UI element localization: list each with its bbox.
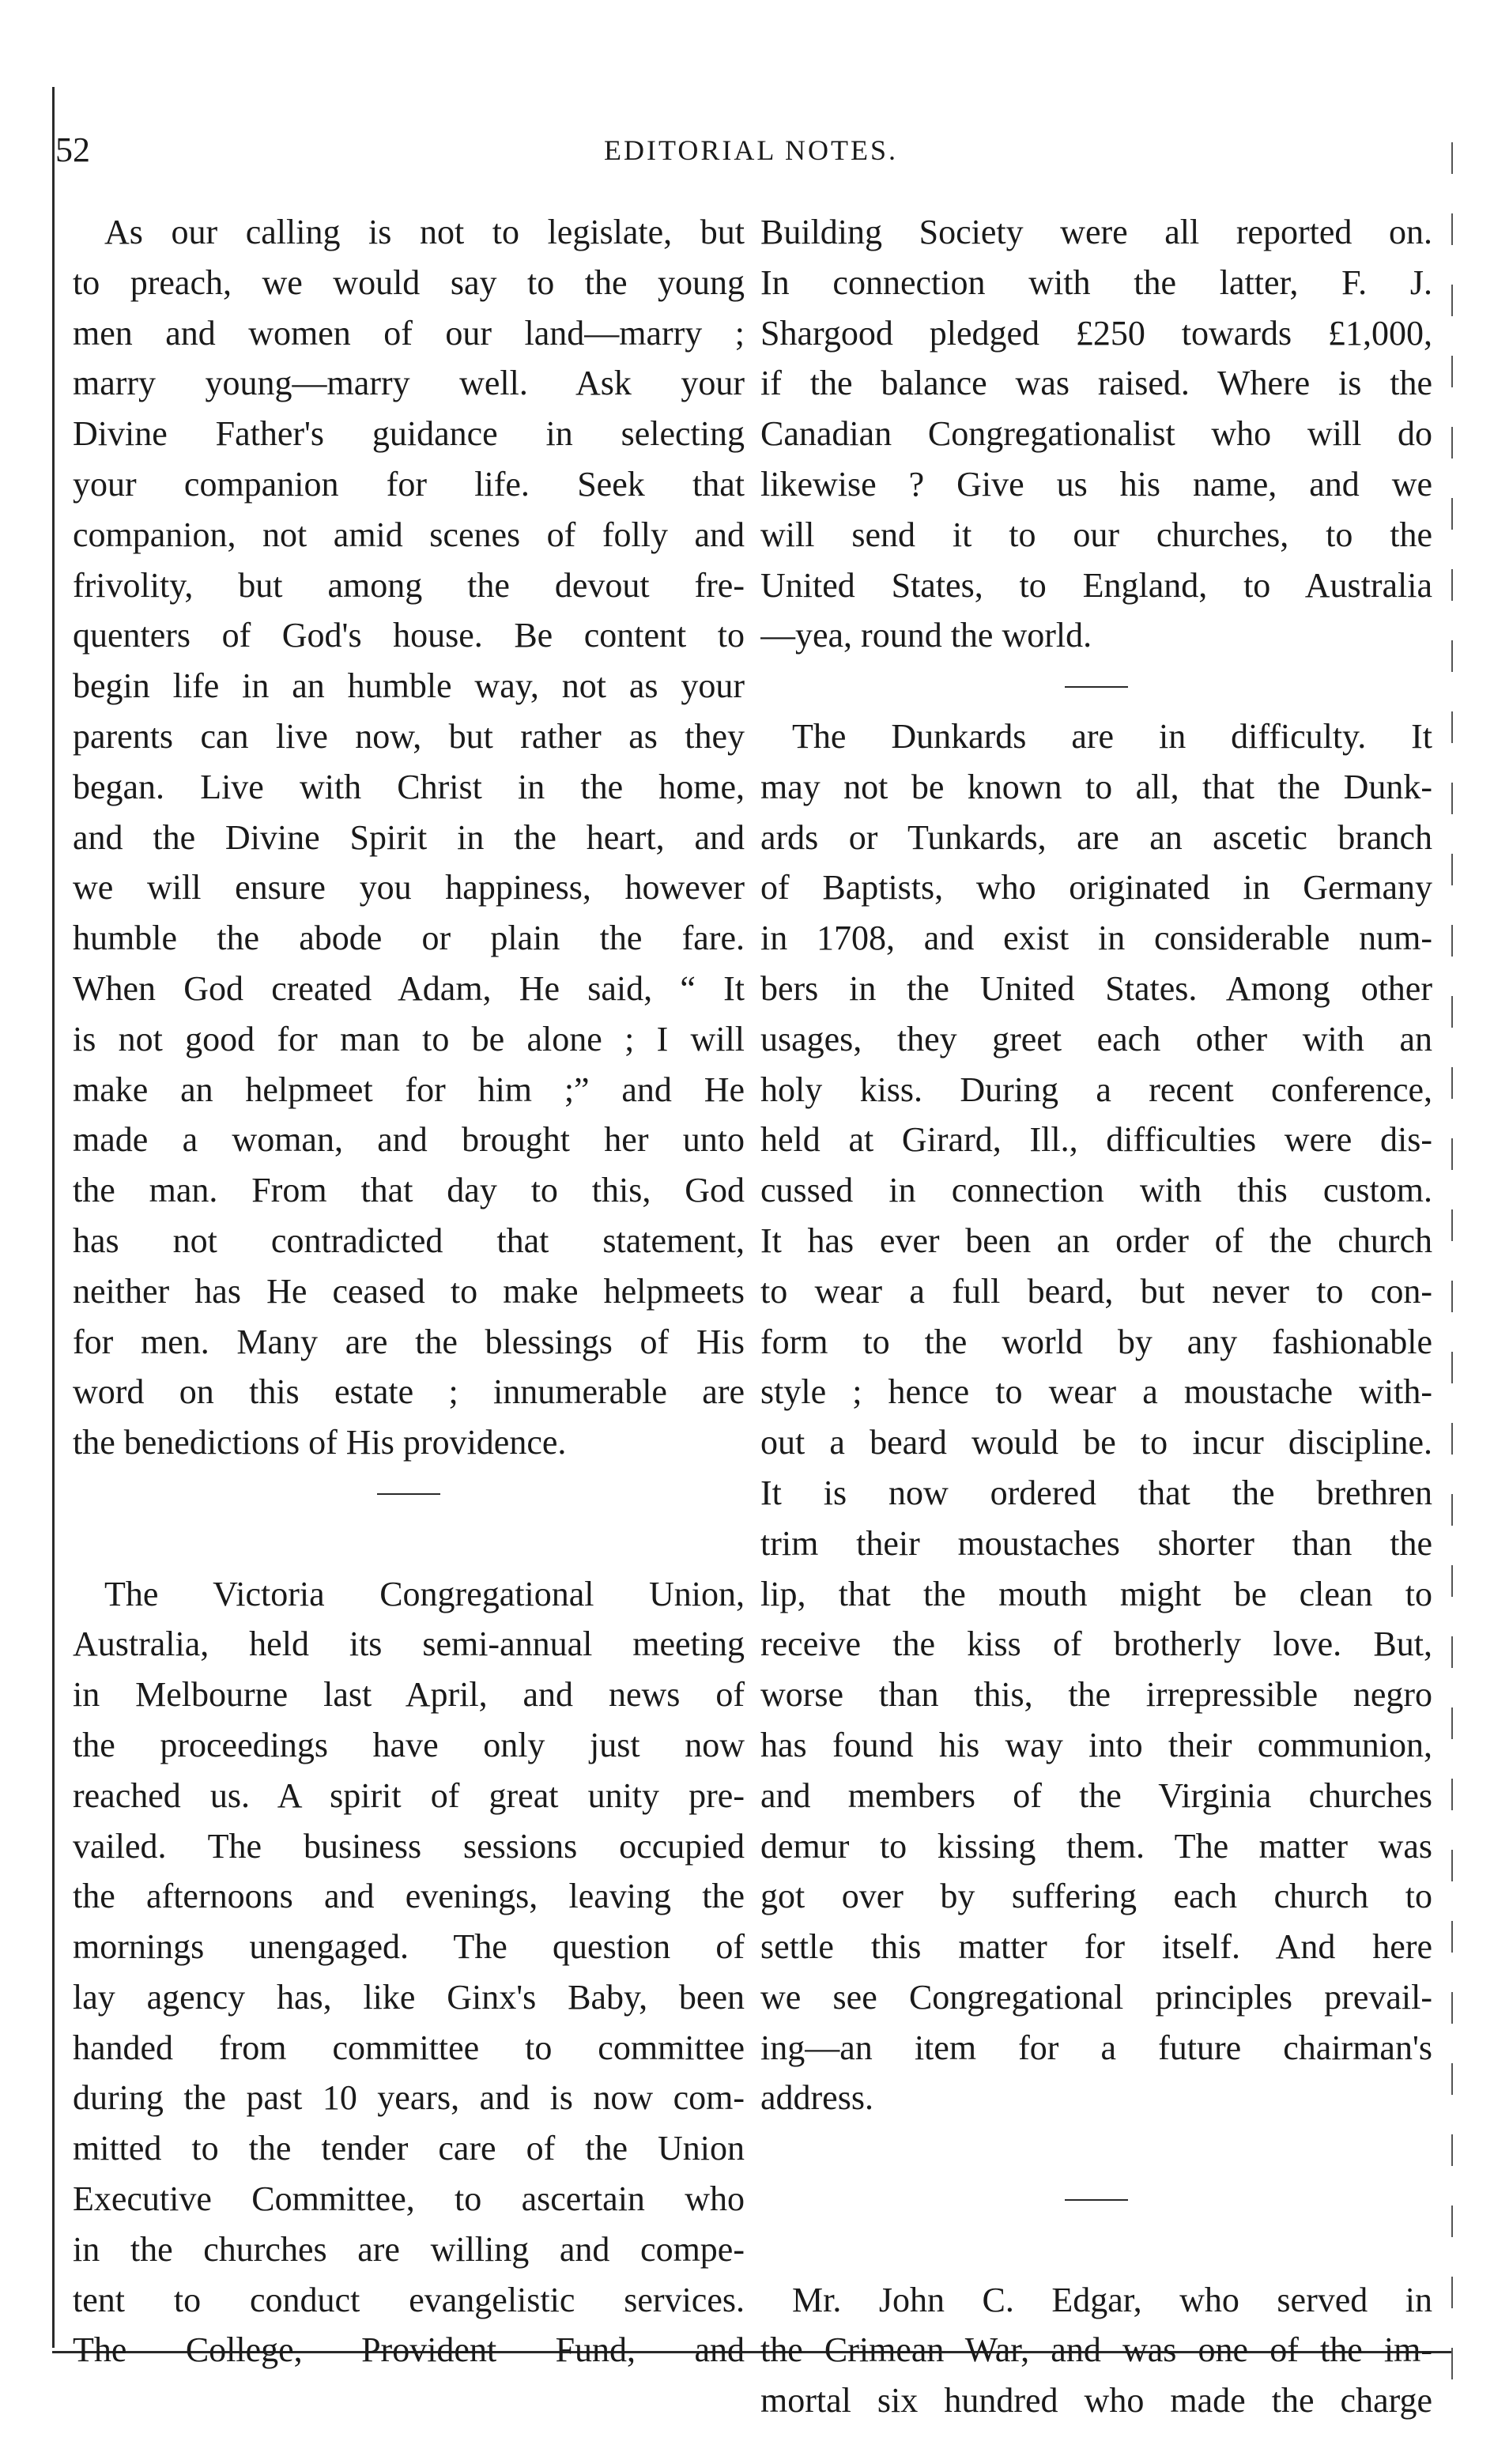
- text-line: men and women of our land—marry ;: [73, 313, 745, 353]
- text-line: vailed. The business sessions occupied: [73, 1826, 745, 1866]
- text-line: of Baptists, who originated in Germany: [760, 868, 1432, 907]
- left-text-column: [73, 207, 745, 2375]
- right-text-column: [760, 207, 1432, 2426]
- right-margin-rule: [1451, 142, 1453, 2419]
- text-line: in the churches are willing and compe-: [73, 2229, 745, 2269]
- running-title: EDITORIAL NOTES.: [604, 134, 898, 166]
- text-line: United States, to England, to Australia: [760, 565, 1432, 605]
- text-line: Canadian Congregationalist who will do: [760, 414, 1432, 454]
- text-line: In connection with the latter, F. J.: [760, 262, 1432, 302]
- paragraph-gap: [760, 2123, 1432, 2174]
- text-line: to wear a full beard, but never to con-: [760, 1271, 1432, 1311]
- text-line: receive the kiss of brotherly love. But,: [760, 1624, 1432, 1664]
- text-line: the benedictions of His providence.: [73, 1423, 567, 1462]
- section-separator: [760, 2174, 1432, 2224]
- text-line: make an helpmeet for him ;” and He: [73, 1070, 745, 1109]
- text-line: Executive Committee, to ascertain who: [73, 2179, 745, 2219]
- text-line: demur to kissing them. The matter was: [760, 1826, 1432, 1866]
- running-head: [55, 126, 1447, 174]
- text-line: frivolity, but among the devout fre-: [73, 565, 745, 605]
- paragraph-gap: [73, 1519, 745, 1569]
- text-line: reached us. A spirit of great unity pre-: [73, 1775, 745, 1815]
- text-line: got over by suffering each church to: [760, 1877, 1432, 1916]
- text-line: handed from committee to committee: [73, 2028, 745, 2067]
- text-line: quenters of God's house. Be content to: [73, 616, 745, 655]
- text-line: As our calling is not to legislate, but: [104, 213, 745, 251]
- text-line: It is now ordered that the brethren: [760, 1473, 1432, 1512]
- separator-rule: [377, 1493, 440, 1495]
- section-separator: [73, 1468, 745, 1519]
- text-line: ing—an item for a future chairman's: [760, 2028, 1432, 2067]
- text-line: When God created Adam, He said, “ It: [73, 968, 745, 1008]
- text-line: the man. From that day to this, God: [73, 1171, 745, 1210]
- text-line: ards or Tunkards, are an ascetic branch: [760, 817, 1432, 857]
- page-number: 52: [55, 130, 90, 169]
- text-line: settle this matter for itself. And here: [760, 1927, 1432, 1967]
- text-line: mornings unengaged. The question of: [73, 1927, 745, 1967]
- text-line: —yea, round the world.: [760, 616, 1092, 655]
- text-line: Mr. John C. Edgar, who served in: [792, 2280, 1432, 2319]
- text-line: word on this estate ; innumerable are: [73, 1372, 745, 1412]
- text-line: Shargood pledged £250 towards £1,000,: [760, 313, 1432, 353]
- text-line: marry young—marry well. Ask your: [73, 364, 745, 403]
- text-line: usages, they greet each other with an: [760, 1019, 1432, 1058]
- text-line: The College, Provident Fund, and: [73, 2330, 745, 2370]
- text-line: the proceedings have only just now: [73, 1725, 745, 1764]
- text-line: your companion for life. Seek that: [73, 464, 745, 504]
- text-line: the Crimean War, and was one of the im-: [760, 2330, 1432, 2370]
- text-line: will send it to our churches, to the: [760, 515, 1432, 554]
- text-line: and members of the Virginia churches: [760, 1775, 1432, 1815]
- text-line: we see Congregational principles prevail-: [760, 1977, 1432, 2017]
- text-line: for men. Many are the blessings of His: [73, 1322, 745, 1361]
- text-line: is not good for man to be alone ; I will: [73, 1019, 745, 1058]
- text-line: Divine Father's guidance in selecting: [73, 414, 745, 454]
- text-line: style ; hence to wear a moustache with-: [760, 1372, 1432, 1412]
- separator-rule: [1065, 2199, 1128, 2201]
- text-line: held at Girard, Ill., difficulties were dis-: [760, 1120, 1432, 1160]
- text-line: neither has He ceased to make helpmeets: [73, 1271, 745, 1311]
- text-line: made a woman, and brought her unto: [73, 1120, 745, 1160]
- text-line: mortal six hundred who made the charge: [760, 2381, 1432, 2421]
- text-line: in 1708, and exist in considerable num-: [760, 919, 1432, 958]
- text-line: address.: [760, 2078, 873, 2118]
- text-line: worse than this, the irrepressible negro: [760, 1675, 1432, 1715]
- text-line: during the past 10 years, and is now com-: [73, 2078, 745, 2118]
- text-line: humble the abode or plain the fare.: [73, 919, 745, 958]
- text-line: lay agency has, like Ginx's Baby, been: [73, 1977, 745, 2017]
- text-line: tent to conduct evangelistic services.: [73, 2280, 745, 2319]
- section-separator: [760, 661, 1432, 711]
- text-line: has not contradicted that statement,: [73, 1221, 745, 1260]
- text-line: The Victoria Congregational Union,: [104, 1574, 745, 1613]
- text-line: if the balance was raised. Where is the: [760, 364, 1432, 403]
- text-line: trim their moustaches shorter than the: [760, 1523, 1432, 1563]
- text-line: companion, not amid scenes of folly and: [73, 515, 745, 554]
- text-line: we will ensure you happiness, however: [73, 868, 745, 907]
- text-line: out a beard would be to incur discipline.: [760, 1423, 1432, 1462]
- text-line: the afternoons and evenings, leaving the: [73, 1877, 745, 1916]
- text-line: holy kiss. During a recent conference,: [760, 1070, 1432, 1109]
- text-line: parents can live now, but rather as they: [73, 716, 745, 756]
- text-line: mitted to the tender care of the Union: [73, 2129, 745, 2168]
- text-line: likewise ? Give us his name, and we: [760, 464, 1432, 504]
- text-line: may not be known to all, that the Dunk-: [760, 767, 1432, 806]
- text-line: Building Society were all reported on.: [760, 213, 1432, 251]
- text-line: began. Live with Christ in the home,: [73, 767, 745, 806]
- text-line: bers in the United States. Among other: [760, 968, 1432, 1008]
- text-line: form to the world by any fashionable: [760, 1322, 1432, 1361]
- text-line: lip, that the mouth might be clean to: [760, 1574, 1432, 1613]
- text-line: Australia, held its semi-annual meeting: [73, 1624, 745, 1664]
- text-line: and the Divine Spirit in the heart, and: [73, 817, 745, 857]
- text-line: has found his way into their communion,: [760, 1725, 1432, 1764]
- separator-rule: [1065, 686, 1128, 688]
- text-line: cussed in connection with this custom.: [760, 1171, 1432, 1210]
- text-line: in Melbourne last April, and news of: [73, 1675, 745, 1715]
- paragraph-gap: [760, 2224, 1432, 2275]
- text-line: to preach, we would say to the young: [73, 262, 745, 302]
- text-line: begin life in an humble way, not as your: [73, 666, 745, 706]
- left-margin-rule: [52, 87, 55, 2348]
- text-line: The Dunkards are in difficulty. It: [792, 716, 1432, 756]
- text-line: It has ever been an order of the church: [760, 1221, 1432, 1260]
